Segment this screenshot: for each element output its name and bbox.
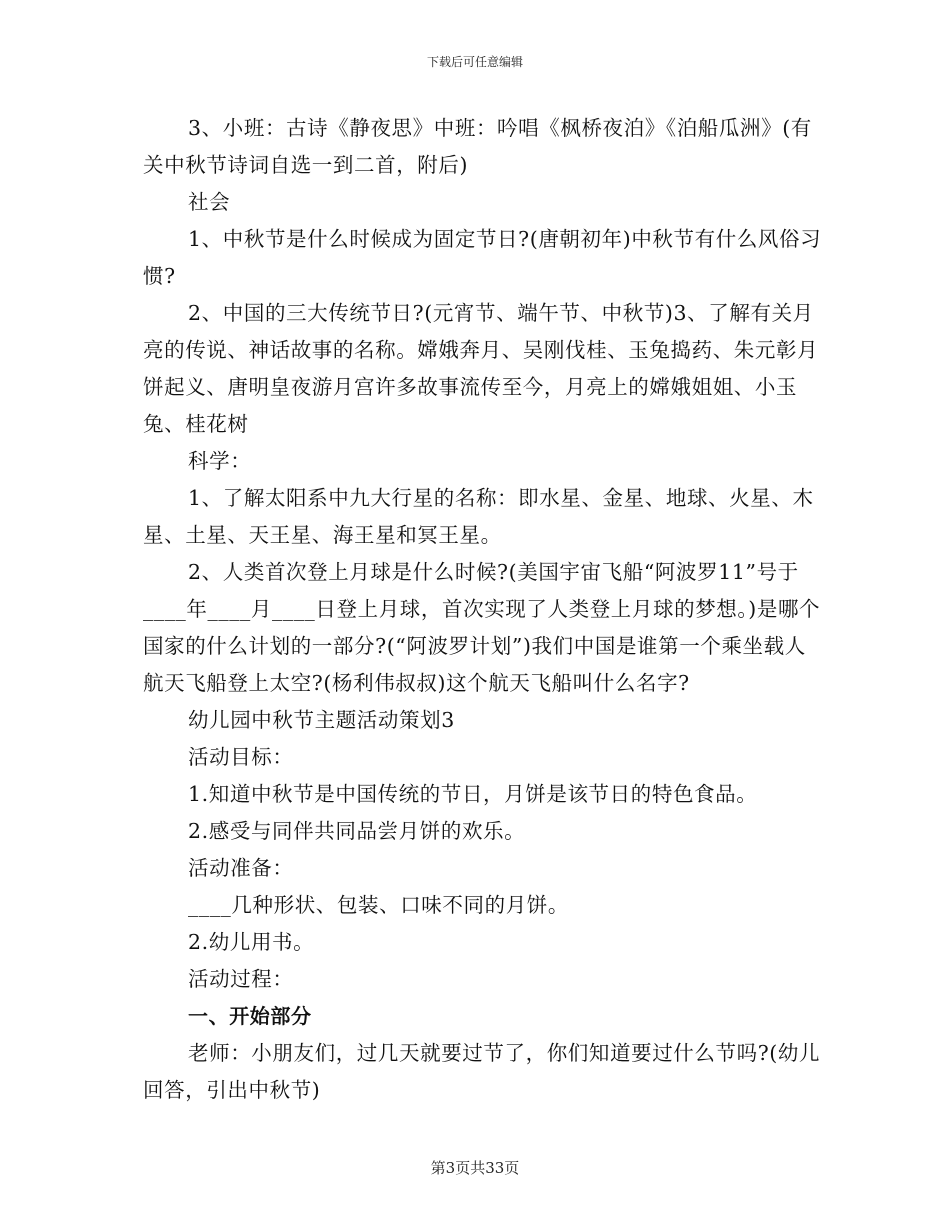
paragraph: 社会	[188, 190, 231, 214]
page-footer: 第3页共33页	[430, 1159, 520, 1177]
paragraph: 2、中国的三大传统节日?(元宵节、端午节、中秋节)3、了解有关月亮的传说、神话故事的名称。嫦娥奔月、吴刚伐桂、玉兔捣药、朱元彰月饼起义、唐明皇夜游月宫许多故事流传至今，月亮上的嫦娥姐姐、小玉兔、桂花树	[143, 301, 819, 436]
paragraph: 科学：	[188, 449, 252, 473]
document-body	[143, 110, 823, 1109]
section-title: 幼儿园中秋节主题活动策划3	[188, 708, 455, 732]
paragraph: 活动目标：	[188, 745, 294, 769]
paragraph: ____几种形状、包装、口味不同的月饼。	[188, 893, 569, 917]
paragraph: 2、人类首次登上月球是什么时候?(美国宇宙飞船“阿波罗11”号于____年____月____日登上月球，首次实现了人类登上月球的梦想。)是哪个国家的什么计划的一部分?(“阿波罗计划”)我们中国是谁第一个乘坐载人航天飞船登上太空?(杨利伟叔叔)这个航天飞船叫什么名字?	[143, 560, 821, 695]
paragraph: 活动准备：	[188, 856, 294, 880]
paragraph: 1、了解太阳系中九大行星的名称：即水星、金星、地球、火星、木星、土星、天王星、海王星和冥王星。	[143, 486, 814, 547]
paragraph: 活动过程：	[188, 967, 294, 991]
paragraph: 老师：小朋友们，过几天就要过节了，你们知道要过什么节吗?(幼儿回答，引出中秋节)	[143, 1041, 821, 1102]
paragraph: 2.幼儿用书。	[188, 930, 315, 954]
paragraph: 3、小班：古诗《静夜思》中班：吟唱《枫桥夜泊》《泊船瓜洲》(有关中秋节诗词自选一到二首，附后)	[143, 116, 812, 177]
paragraph: 1.知道中秋节是中国传统的节日，月饼是该节日的特色食品。	[188, 782, 758, 806]
page-header: 下载后可任意编辑	[426, 55, 523, 69]
paragraph: 1、中秋节是什么时候成为固定节日?(唐朝初年)中秋节有什么风俗习惯?	[143, 227, 822, 288]
paragraph: 2.感受与同伴共同品尝月饼的欢乐。	[188, 819, 526, 843]
subsection-heading: 一、开始部分	[188, 1004, 312, 1028]
